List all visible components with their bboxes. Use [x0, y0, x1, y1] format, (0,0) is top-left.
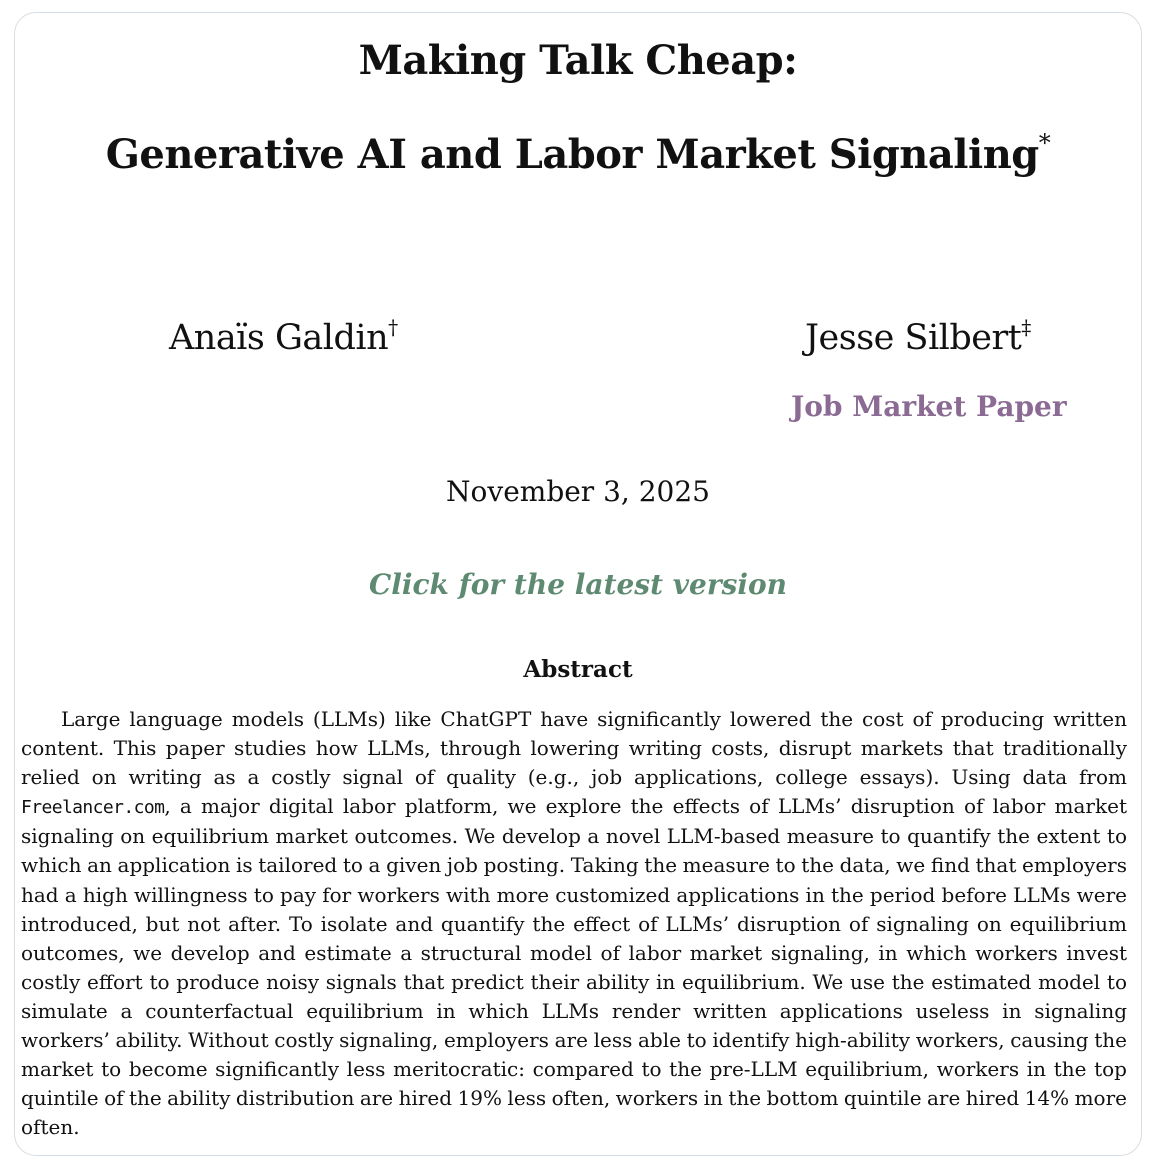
abstract-heading: Abstract: [523, 656, 633, 683]
abstract-site-name: Freelancer.com: [21, 797, 165, 819]
title-footnote-mark[interactable]: *: [1038, 129, 1051, 157]
latest-version-link[interactable]: Click for the latest version: [368, 568, 788, 601]
paper-title-line-1: [15, 37, 1141, 84]
author-2-footnote-mark[interactable]: ‡: [1021, 315, 1031, 339]
publication-date: November 3, 2025: [446, 475, 710, 508]
job-market-paper-label: Job Market Paper: [791, 390, 1067, 423]
paper-title-line-2: [15, 129, 1141, 178]
abstract-text-part-2: , a major digital labor platform, we explore the effects of LLMs’ disruption of labor market signaling on equilibrium market outcomes. We develop a novel LLM-based measure to quantify the extent to which an application is tailored to a given job posting. Taking the measure to the data, we find that employers had a high willingness to pay for workers with more customized applications in the period before LLMs were introduced, but not after. To isolate and quantify the effect of LLMs’ disruption of signaling on equilibrium outcomes, we develop and estimate a structural model of labor market signaling, in which workers invest costly effort to produce noisy signals that predict their ability in equilibrium. We use the estimated model to simulate a counterfactual equilibrium in which LLMs render written applications useless in signaling workers’ ability. Without costly signaling, employers are less able to identify high-ability workers, causing the market to become significantly less meritocratic: compared to the pre-LLM equilibrium, workers in the top quintile of the ability distribution are hired 19% less often, workers in the bottom quintile are hired 14% more often.: [21, 794, 1127, 1140]
author-1: [169, 315, 398, 358]
title-line-2-text: Generative AI and Labor Market Signaling: [105, 131, 1039, 178]
author-1-footnote-mark[interactable]: †: [388, 315, 398, 339]
author-2: [805, 315, 1031, 358]
author-1-name: Anaïs Galdin: [169, 318, 389, 358]
author-2-name: Jesse Silbert: [805, 318, 1022, 358]
title-line-1-text: Making Talk Cheap:: [358, 37, 798, 84]
abstract-body: [21, 705, 1127, 1142]
paper-card: [14, 12, 1142, 1156]
abstract-text-part-1: Large language models (LLMs) like ChatGPT have significantly lowered the cost of producing written content. This paper studies how LLMs, through lowering writing costs, disrupt markets that traditionally relied on writing as a costly signal of quality (e.g., job applications, college essays). Using data from: [21, 707, 1127, 790]
